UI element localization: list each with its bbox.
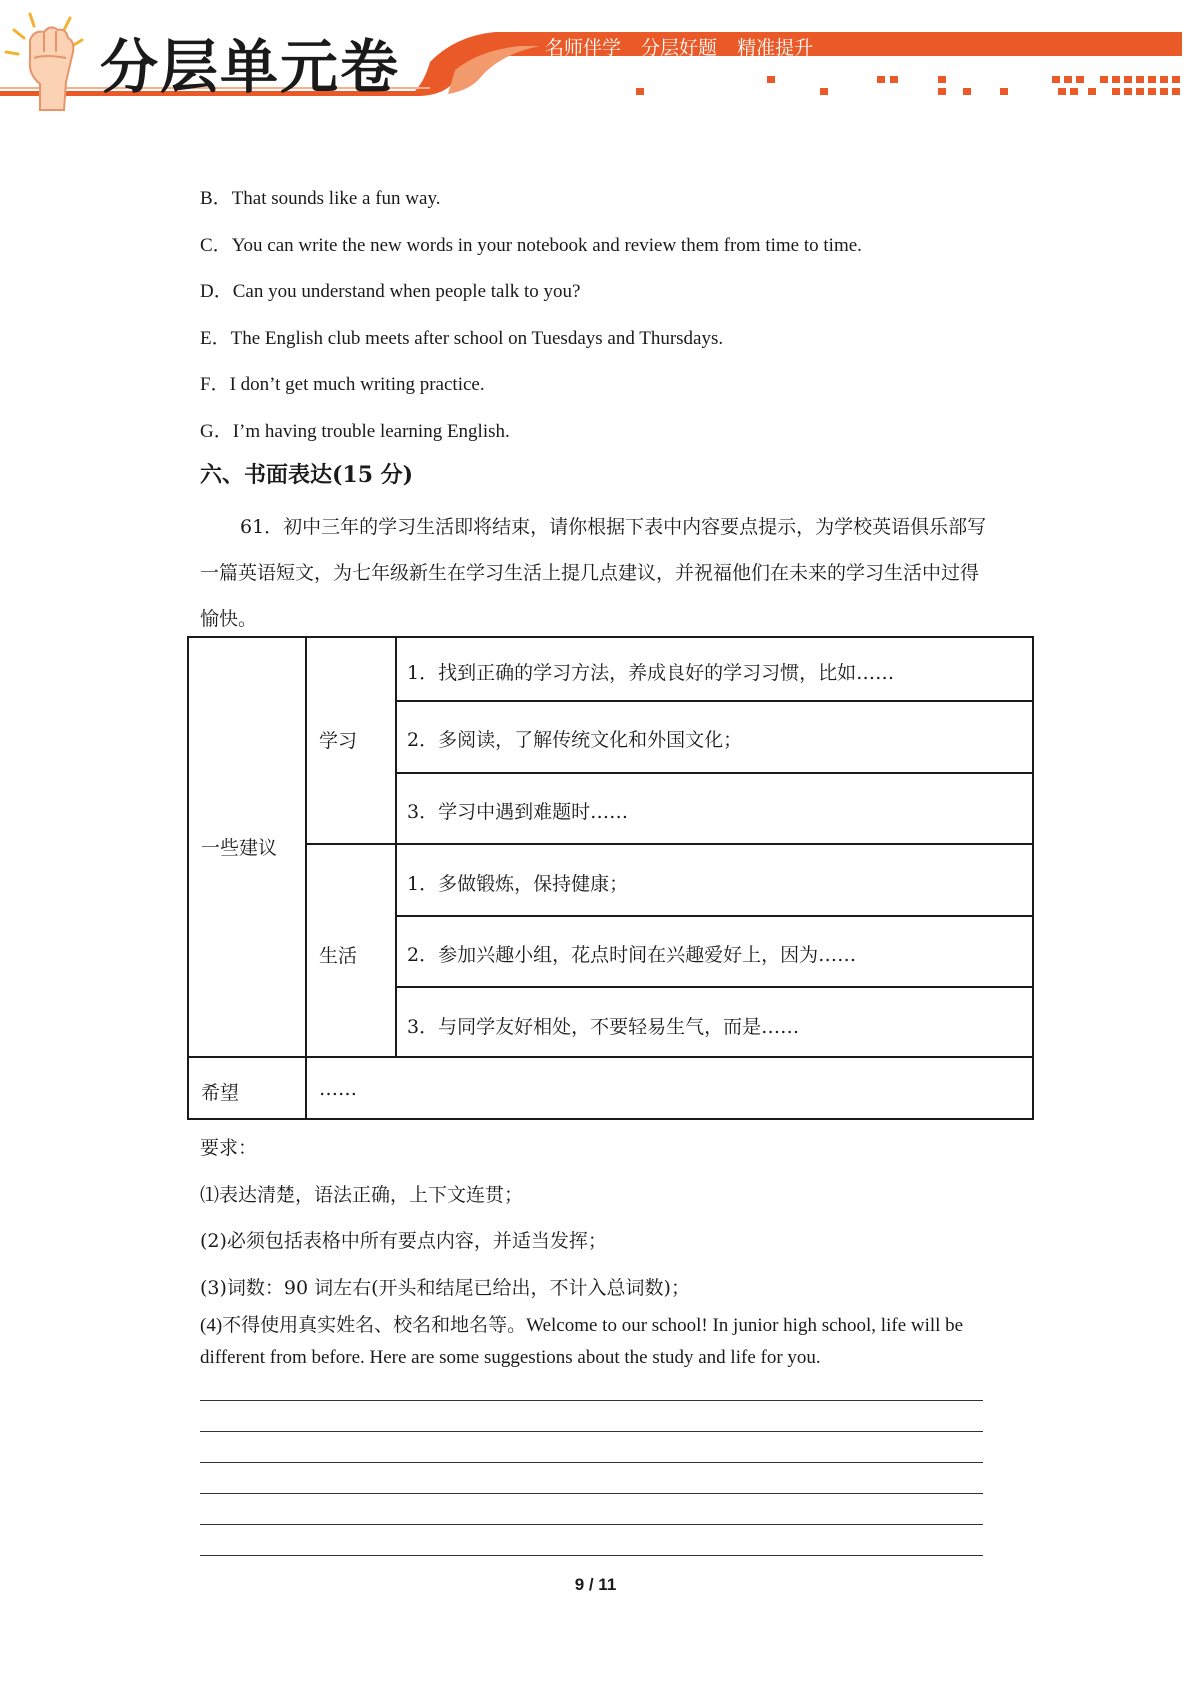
option-c bbox=[200, 230, 862, 257]
table-rule bbox=[395, 772, 1032, 774]
study-item: 1．找到正确的学习方法，养成良好的学习习惯，比如…… bbox=[407, 662, 895, 684]
page-number: 9 / 11 bbox=[574, 1575, 617, 1594]
study-label: 学习 bbox=[319, 730, 358, 752]
life-item: 2．参加兴趣小组，花点时间在兴趣爱好上，因为…… bbox=[407, 944, 857, 966]
requirement-item: (4)不得使用真实姓名、校名和地名等。Welcome to our school! In junior high school, life will be different from before. Here are some suggestions about the study and life for you. bbox=[200, 1315, 964, 1368]
brand-slogan: 名师伴学 分层好题 精准提升 bbox=[545, 37, 814, 59]
option-letter: B． bbox=[200, 188, 232, 209]
study-item: 2．多阅读，了解传统文化和外国文化； bbox=[407, 729, 743, 751]
answer-line[interactable] bbox=[200, 1493, 983, 1494]
brand-title: 分层单元卷 bbox=[100, 33, 401, 101]
option-letter: D． bbox=[200, 281, 233, 302]
answer-line[interactable] bbox=[200, 1555, 983, 1556]
option-text: I’m having trouble learning English. bbox=[232, 421, 510, 442]
raised-fist-icon bbox=[0, 0, 95, 115]
life-item: 3．与同学友好相处，不要轻易生气，而是…… bbox=[407, 1016, 800, 1038]
requirements-title: 要求： bbox=[200, 1137, 258, 1159]
option-d bbox=[200, 276, 580, 303]
requirement-item: ⑴表达清楚，语法正确，上下文连贯； bbox=[200, 1184, 524, 1206]
answer-line[interactable] bbox=[200, 1462, 983, 1463]
table-rule bbox=[395, 915, 1032, 917]
answer-line[interactable] bbox=[200, 1431, 983, 1432]
table-rule bbox=[189, 1056, 1032, 1058]
table-rule bbox=[395, 986, 1032, 988]
option-text: Can you understand when people talk to you? bbox=[232, 281, 581, 302]
option-f bbox=[200, 369, 485, 396]
life-label: 生活 bbox=[319, 945, 358, 967]
option-e bbox=[200, 323, 723, 350]
option-letter: G． bbox=[200, 421, 233, 442]
requirement-item: (2)必须包括表格中所有要点内容，并适当发挥； bbox=[200, 1230, 607, 1252]
question-prompt: 61．初中三年的学习生活即将结束，请你根据下表中内容要点提示，为学校英语俱乐部写一篇英语短文，为七年级新生在学习生活上提几点建议，并祝福他们在未来的学习生活中过得愉快。 bbox=[200, 516, 987, 630]
life-item: 1．多做锻炼，保持健康； bbox=[407, 873, 629, 895]
option-g bbox=[200, 416, 510, 443]
option-letter: F． bbox=[200, 374, 230, 395]
option-text: The English club meets after school on Tuesdays and Thursdays. bbox=[230, 328, 724, 349]
table-rule bbox=[305, 638, 307, 1118]
study-item: 3．学习中遇到难题时…… bbox=[407, 801, 629, 823]
requirement-item: (3)词数：90 词左右(开头和结尾已给出，不计入总词数)； bbox=[200, 1277, 690, 1299]
hope-label: 希望 bbox=[201, 1082, 240, 1104]
option-letter: C． bbox=[200, 235, 232, 256]
page-header bbox=[0, 0, 1191, 115]
table-rule bbox=[305, 843, 1032, 845]
answer-line[interactable] bbox=[200, 1400, 983, 1401]
answer-line[interactable] bbox=[200, 1524, 983, 1525]
option-text: I don’t get much writing practice. bbox=[229, 374, 485, 395]
table-rule bbox=[395, 700, 1032, 702]
section-title: 六、书面表达(15 分) bbox=[200, 462, 414, 488]
suggestions-label: 一些建议 bbox=[201, 837, 278, 859]
option-letter: E． bbox=[200, 328, 231, 349]
option-text: You can write the new words in your notebook and review them from time to time. bbox=[231, 235, 862, 256]
option-text: That sounds like a fun way. bbox=[231, 188, 441, 209]
option-b bbox=[200, 183, 440, 210]
outline-table bbox=[187, 636, 1034, 1120]
hope-text: …… bbox=[319, 1078, 357, 1100]
